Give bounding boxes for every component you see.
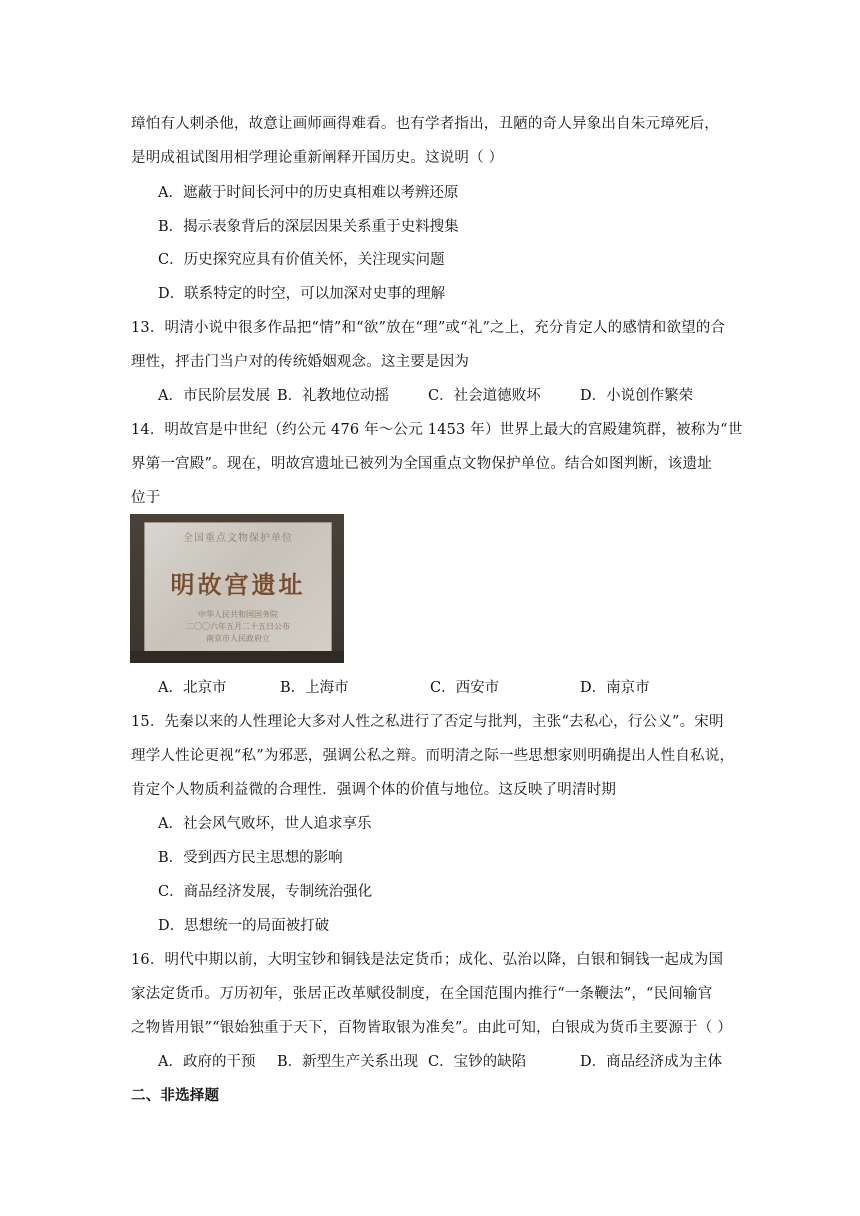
q15-line-3: 肯定个人物质利益微的合理性．强调个体的价值与地位。这反映了明清时期 — [131, 782, 617, 798]
q12-line-2: 是明成祖试图用相学理论重新阐释开国历史。这说明（ ） — [131, 150, 504, 166]
tablet-title: 明故宫遗址 — [170, 570, 306, 599]
q13-option-a[interactable]: A．市民阶层发展 — [158, 388, 270, 404]
q14-option-d[interactable]: D．南京市 — [580, 680, 650, 696]
q15-option-c[interactable]: C．商品经济发展，专制统治强化 — [158, 884, 373, 900]
q12-option-c[interactable]: C．历史探究应具有价值关怀，关注现实问题 — [158, 252, 445, 268]
q12-option-b[interactable]: B．揭示表象背后的深层因果关系重于史料搜集 — [158, 219, 459, 235]
q16-option-c[interactable]: C．宝钞的缺陷 — [428, 1054, 527, 1070]
tablet-header: 全国重点文物保护单位 — [183, 533, 293, 544]
q14-option-a[interactable]: A．北京市 — [158, 680, 227, 696]
q16-line-1: 16．明代中期以前，大明宝钞和铜钱是法定货币；成化、弘治以降，白银和铜钱一起成为国 — [131, 952, 724, 968]
q14-line-3: 位于 — [131, 490, 161, 506]
q14-line-2: 界第一宫殿”。现在，明故宫遗址已被列为全国重点文物保护单位。结合如图判断，该遗址 — [131, 456, 712, 472]
tablet-issuer: 中华人民共和国国务院 — [198, 610, 278, 619]
tablet-erector: 南京市人民政府立 — [206, 634, 270, 643]
q13-option-b[interactable]: B．礼教地位动摇 — [277, 388, 390, 404]
q16-line-3: 之物皆用银”“银始独重于天下，百物皆取银为准矣”。由此可知，白银成为货币主要源于（ ） — [131, 1020, 732, 1036]
ming-palace-site-photo — [130, 514, 344, 663]
q16-line-2: 家法定货币。万历初年，张居正改革赋役制度，在全国范围内推行“一条鞭法”，“民间输官 — [131, 986, 713, 1002]
section-heading: 二、非选择题 — [131, 1087, 220, 1104]
stone-tablet — [144, 522, 332, 654]
q15-option-a[interactable]: A．社会风气败坏，世人追求享乐 — [158, 816, 372, 832]
photo-ground — [130, 651, 344, 663]
q13-option-d[interactable]: D．小说创作繁荣 — [580, 388, 694, 404]
q15-option-b[interactable]: B．受到西方民主思想的影响 — [158, 850, 343, 866]
q15-line-1: 15．先秦以来的人性理论大多对人性之私进行了否定与批判，主张“去私心，行公义”。宋明 — [131, 714, 724, 730]
q14-option-c[interactable]: C．西安市 — [430, 680, 500, 696]
q13-line-2: 理性，抨击门当户对的传统婚姻观念。这主要是因为 — [131, 354, 470, 370]
q12-line-1: 璋怕有人刺杀他，故意让画师画得难看。也有学者指出，丑陋的奇人异象出自朱元璋死后， — [131, 116, 719, 132]
q12-option-a[interactable]: A．遮蔽于时间长河中的历史真相难以考辨还原 — [158, 185, 459, 201]
q13-option-c[interactable]: C．社会道德败坏 — [428, 388, 541, 404]
tablet-date: 二〇〇六年五月二十五日公布 — [186, 622, 290, 631]
q13-line-1: 13．明清小说中很多作品把“情”和“欲”放在“理”或“礼”之上，充分肯定人的感情和欲望的合 — [131, 320, 726, 336]
q16-option-b[interactable]: B．新型生产关系出现 — [277, 1054, 419, 1070]
q15-line-2: 理学人性论更视“私”为邪恶，强调公私之辩。而明清之际一些思想家则明确提出人性自私说， — [131, 748, 735, 764]
q16-option-a[interactable]: A．政府的干预 — [158, 1054, 256, 1070]
q15-option-d[interactable]: D．思想统一的局面被打破 — [158, 918, 330, 934]
q12-option-d[interactable]: D．联系特定的时空，可以加深对史事的理解 — [158, 286, 446, 302]
q16-option-d[interactable]: D．商品经济成为主体 — [580, 1054, 723, 1070]
q14-option-b[interactable]: B．上海市 — [280, 680, 349, 696]
q14-line-1: 14．明故宫是中世纪（约公元 476 年～公元 1453 年）世界上最大的宫殿建筑群，被称为“世 — [131, 422, 743, 438]
